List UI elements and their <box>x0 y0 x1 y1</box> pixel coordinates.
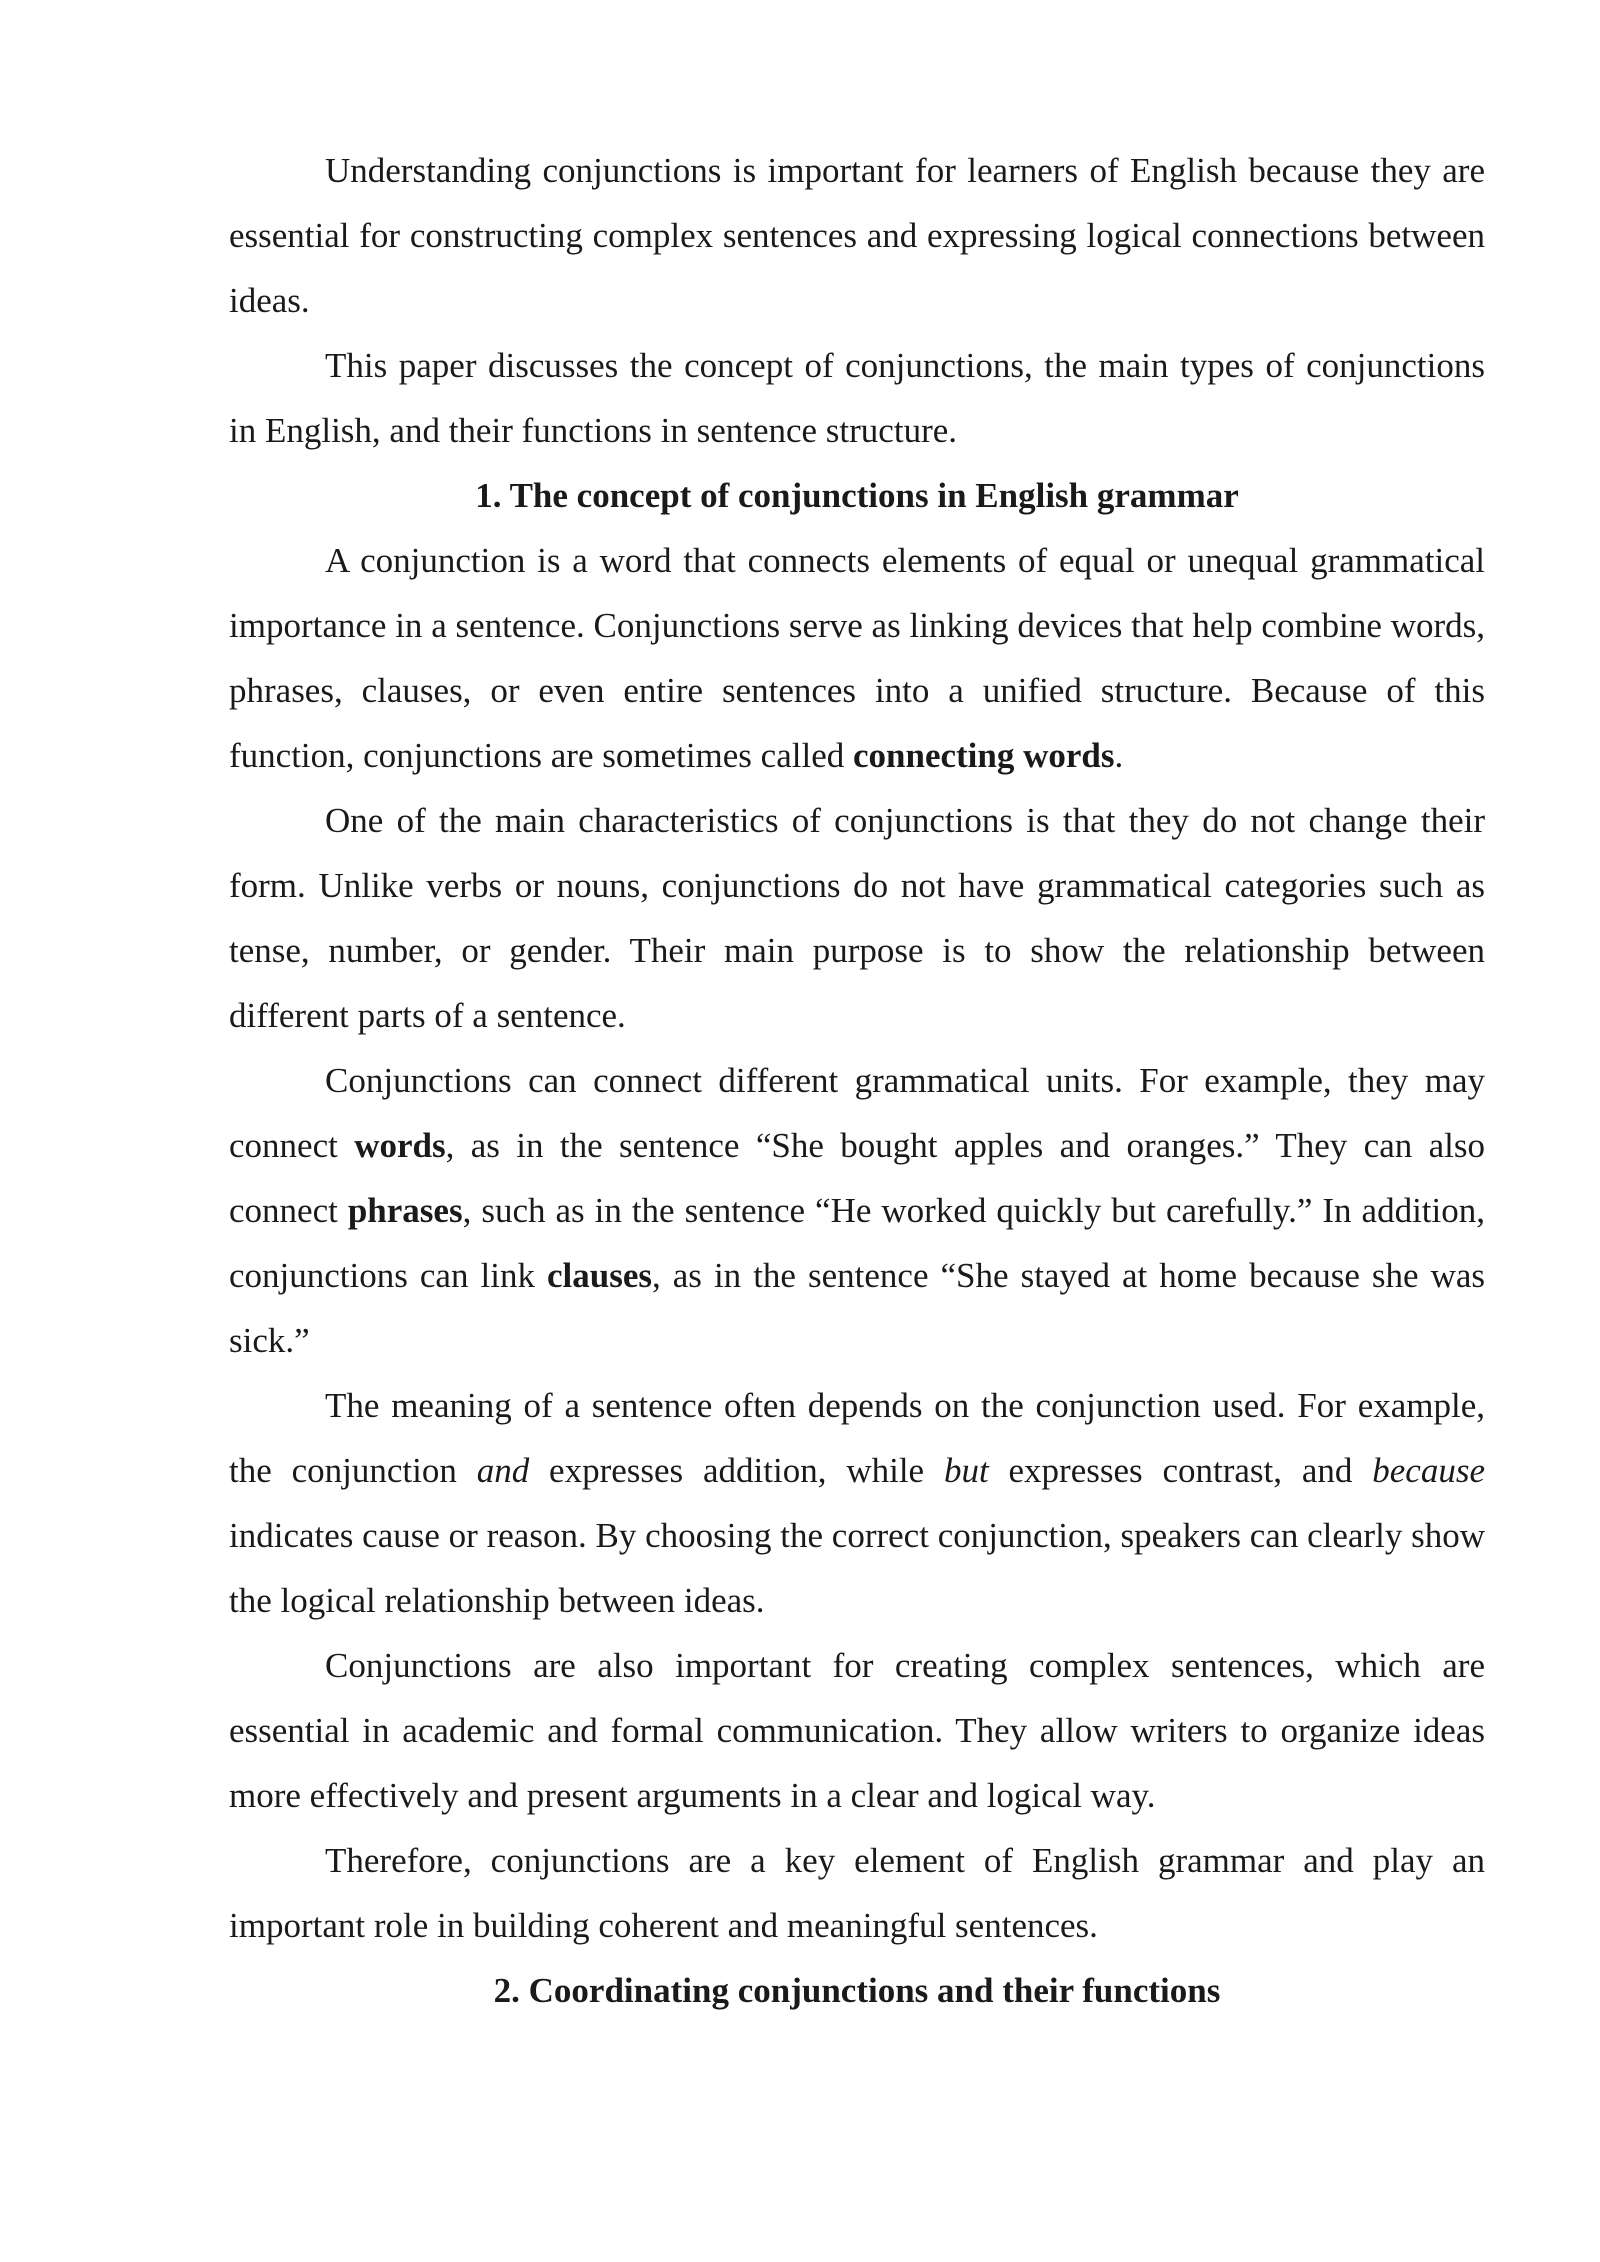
paragraph-paper-scope: This paper discusses the concept of conjunctions, the main types of conjunctions in English, and their functions in sentence structure. <box>229 346 1485 450</box>
bold-term: connecting words <box>852 736 1115 775</box>
italic-term: but <box>943 1451 989 1490</box>
paragraph-meaning <box>229 1373 1485 1633</box>
text-span: , such as in the sentence “He worked quickly but carefully.” In addition, conjunctions can link <box>229 1191 1485 1295</box>
section-heading-2: 2. Coordinating conjunctions and their functions <box>493 1971 1221 2010</box>
italic-term: and <box>476 1451 530 1490</box>
text-span: expresses addition, while <box>529 1451 944 1490</box>
paragraph-characteristics: One of the main characteristics of conjunctions is that they do not change their form. Unlike verbs or nouns, conjunctions do not have grammatical categories such as tense, number, or gender. Their main purpose is to show the relationship between different parts of a sentence. <box>229 801 1485 1035</box>
text-span: The meaning of a sentence often depends on the conjunction used. For example, the conjunction <box>229 1386 1485 1490</box>
section-heading-1: 1. The concept of conjunctions in English grammar <box>475 476 1239 515</box>
bold-term: phrases <box>347 1191 463 1230</box>
italic-term: because <box>1372 1451 1485 1490</box>
text-span: . <box>1114 736 1124 775</box>
paragraph-complex-sentences: Conjunctions are also important for creating complex sentences, which are essential in academic and formal communication. They allow writers to organize ideas more effectively and present arguments in a clear and logical way. <box>229 1646 1485 1815</box>
text-span: expresses contrast, and <box>988 1451 1373 1490</box>
text-span: Conjunctions can connect different grammatical units. For example, they may connect <box>229 1061 1485 1165</box>
text-span: indicates cause or reason. By choosing the correct conjunction, speakers can clearly show the logical relationship between ideas. <box>229 1516 1485 1620</box>
bold-term: words <box>354 1126 446 1165</box>
paragraph-conjunction-definition <box>229 528 1485 788</box>
text-span: , as in the sentence “She stayed at home because she was sick.” <box>229 1256 1485 1360</box>
bold-term: clauses <box>546 1256 652 1295</box>
document-page <box>229 138 1485 2023</box>
text-span: A conjunction is a word that connects elements of equal or unequal grammatical importance in a sentence. Conjunctions serve as linking devices that help combine words, phrases, clauses, or even entire sentences into a unified structure. Because of this function, conjunctions are sometimes called <box>229 541 1485 775</box>
paragraph-grammatical-units <box>229 1048 1485 1373</box>
text-span: , as in the sentence “She bought apples and oranges.” They can also connect <box>229 1126 1485 1230</box>
paragraph-intro: Understanding conjunctions is important for learners of English because they are essential for constructing complex sentences and expressing logical connections between ideas. <box>229 151 1485 320</box>
paragraph-conclusion: Therefore, conjunctions are a key element of English grammar and play an important role in building coherent and meaningful sentences. <box>229 1841 1485 1945</box>
